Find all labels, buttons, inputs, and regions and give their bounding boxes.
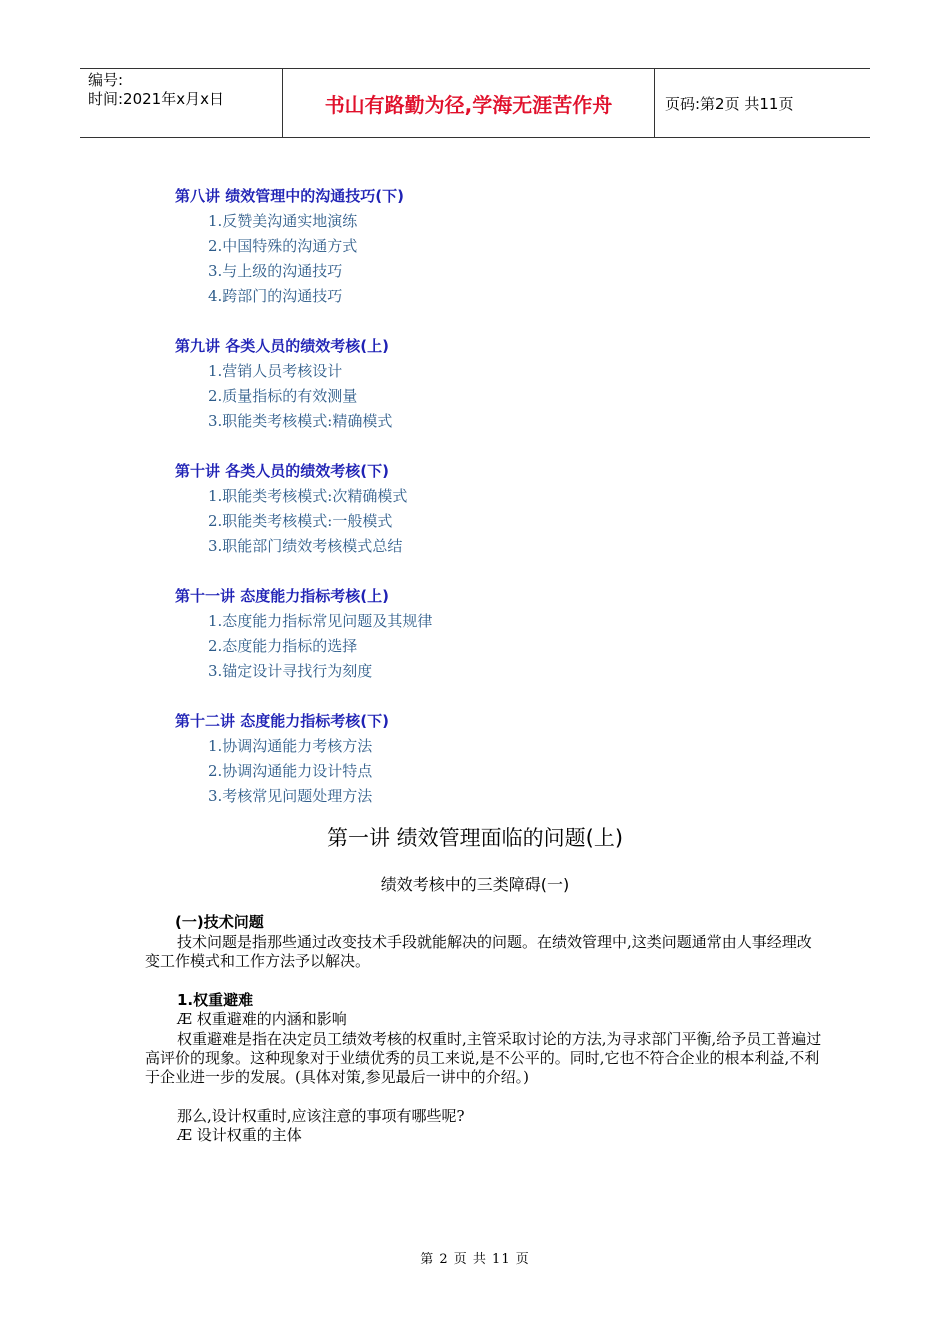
toc-item[interactable]: 3.与上级的沟通技巧 <box>208 262 343 280</box>
toc-item[interactable]: 3.考核常见问题处理方法 <box>208 787 373 805</box>
toc-item[interactable]: 1.职能类考核模式:次精确模式 <box>208 487 408 505</box>
toc-title[interactable]: 第十讲 各类人员的绩效考核(下) <box>175 462 389 480</box>
toc-item[interactable]: 1.态度能力指标常见问题及其规律 <box>208 612 433 630</box>
page-footer: 第 2 页 共 11 页 <box>420 1252 530 1267</box>
toc-item[interactable]: 1.反赞美沟通实地演练 <box>208 212 358 230</box>
toc-item[interactable]: 4.跨部门的沟通技巧 <box>208 287 343 305</box>
toc-title[interactable]: 第九讲 各类人员的绩效考核(上) <box>175 337 389 355</box>
paragraph: 权重避难是指在决定员工绩效考核的权重时,主管采取讨论的方法,为寻求部门平衡,给予员工普遍过高评价的现象。这种现象对于业绩优秀的员工来说,是不公平的。同时,它也不符合企业的根本利益,不利于企业进一步的发展。(具体对策,参见最后一讲中的介绍。) <box>145 1030 822 1086</box>
header-page-cell <box>655 69 870 137</box>
toc-section <box>175 184 432 309</box>
toc-item[interactable]: 3.职能部门绩效考核模式总结 <box>208 537 403 555</box>
toc-item[interactable]: 2.协调沟通能力设计特点 <box>208 762 373 780</box>
toc-section <box>175 709 432 809</box>
header-table <box>80 68 870 138</box>
toc-title[interactable]: 第十二讲 态度能力指标考核(下) <box>175 712 389 730</box>
motto-text: 书山有路勤为径,学海无涯苦作舟 <box>324 92 613 117</box>
document-number: 编号: <box>88 71 124 89</box>
toc-item[interactable]: 2.职能类考核模式:一般模式 <box>208 512 393 530</box>
subsection-heading: 1.权重避难 <box>177 991 254 1009</box>
toc-item[interactable]: 2.中国特殊的沟通方式 <box>208 237 358 255</box>
subsection-heading: (一)技术问题 <box>175 913 264 931</box>
section-title: 绩效考核中的三类障碍(一) <box>380 875 570 894</box>
document-date: 时间:2021年x月x日 <box>88 90 224 108</box>
toc-title[interactable]: 第八讲 绩效管理中的沟通技巧(下) <box>175 187 404 205</box>
toc-section <box>175 584 432 684</box>
bullet-item: Æ 设计权重的主体 <box>177 1126 302 1144</box>
table-of-contents <box>175 184 432 834</box>
toc-section <box>175 334 432 434</box>
toc-item[interactable]: 2.态度能力指标的选择 <box>208 637 358 655</box>
toc-item[interactable]: 3.锚定设计寻找行为刻度 <box>208 662 373 680</box>
toc-item[interactable]: 3.职能类考核模式:精确模式 <box>208 412 393 430</box>
paragraph: 那么,设计权重时,应该注意的事项有哪些呢? <box>177 1107 465 1125</box>
header-left-cell <box>80 69 282 137</box>
toc-title[interactable]: 第十一讲 态度能力指标考核(上) <box>175 587 389 605</box>
toc-item[interactable]: 2.质量指标的有效测量 <box>208 387 358 405</box>
bullet-item: Æ 权重避难的内涵和影响 <box>177 1010 347 1028</box>
paragraph: 技术问题是指那些通过改变技术手段就能解决的问题。在绩效管理中,这类问题通常由人事经理改变工作模式和工作方法予以解决。 <box>145 933 812 970</box>
toc-item[interactable]: 1.营销人员考核设计 <box>208 362 343 380</box>
page-number: 页码:第2页 共11页 <box>665 94 794 113</box>
header-motto-cell <box>282 69 655 137</box>
toc-item[interactable]: 1.协调沟通能力考核方法 <box>208 737 373 755</box>
toc-section <box>175 459 432 559</box>
chapter-title: 第一讲 绩效管理面临的问题(上) <box>326 826 624 850</box>
